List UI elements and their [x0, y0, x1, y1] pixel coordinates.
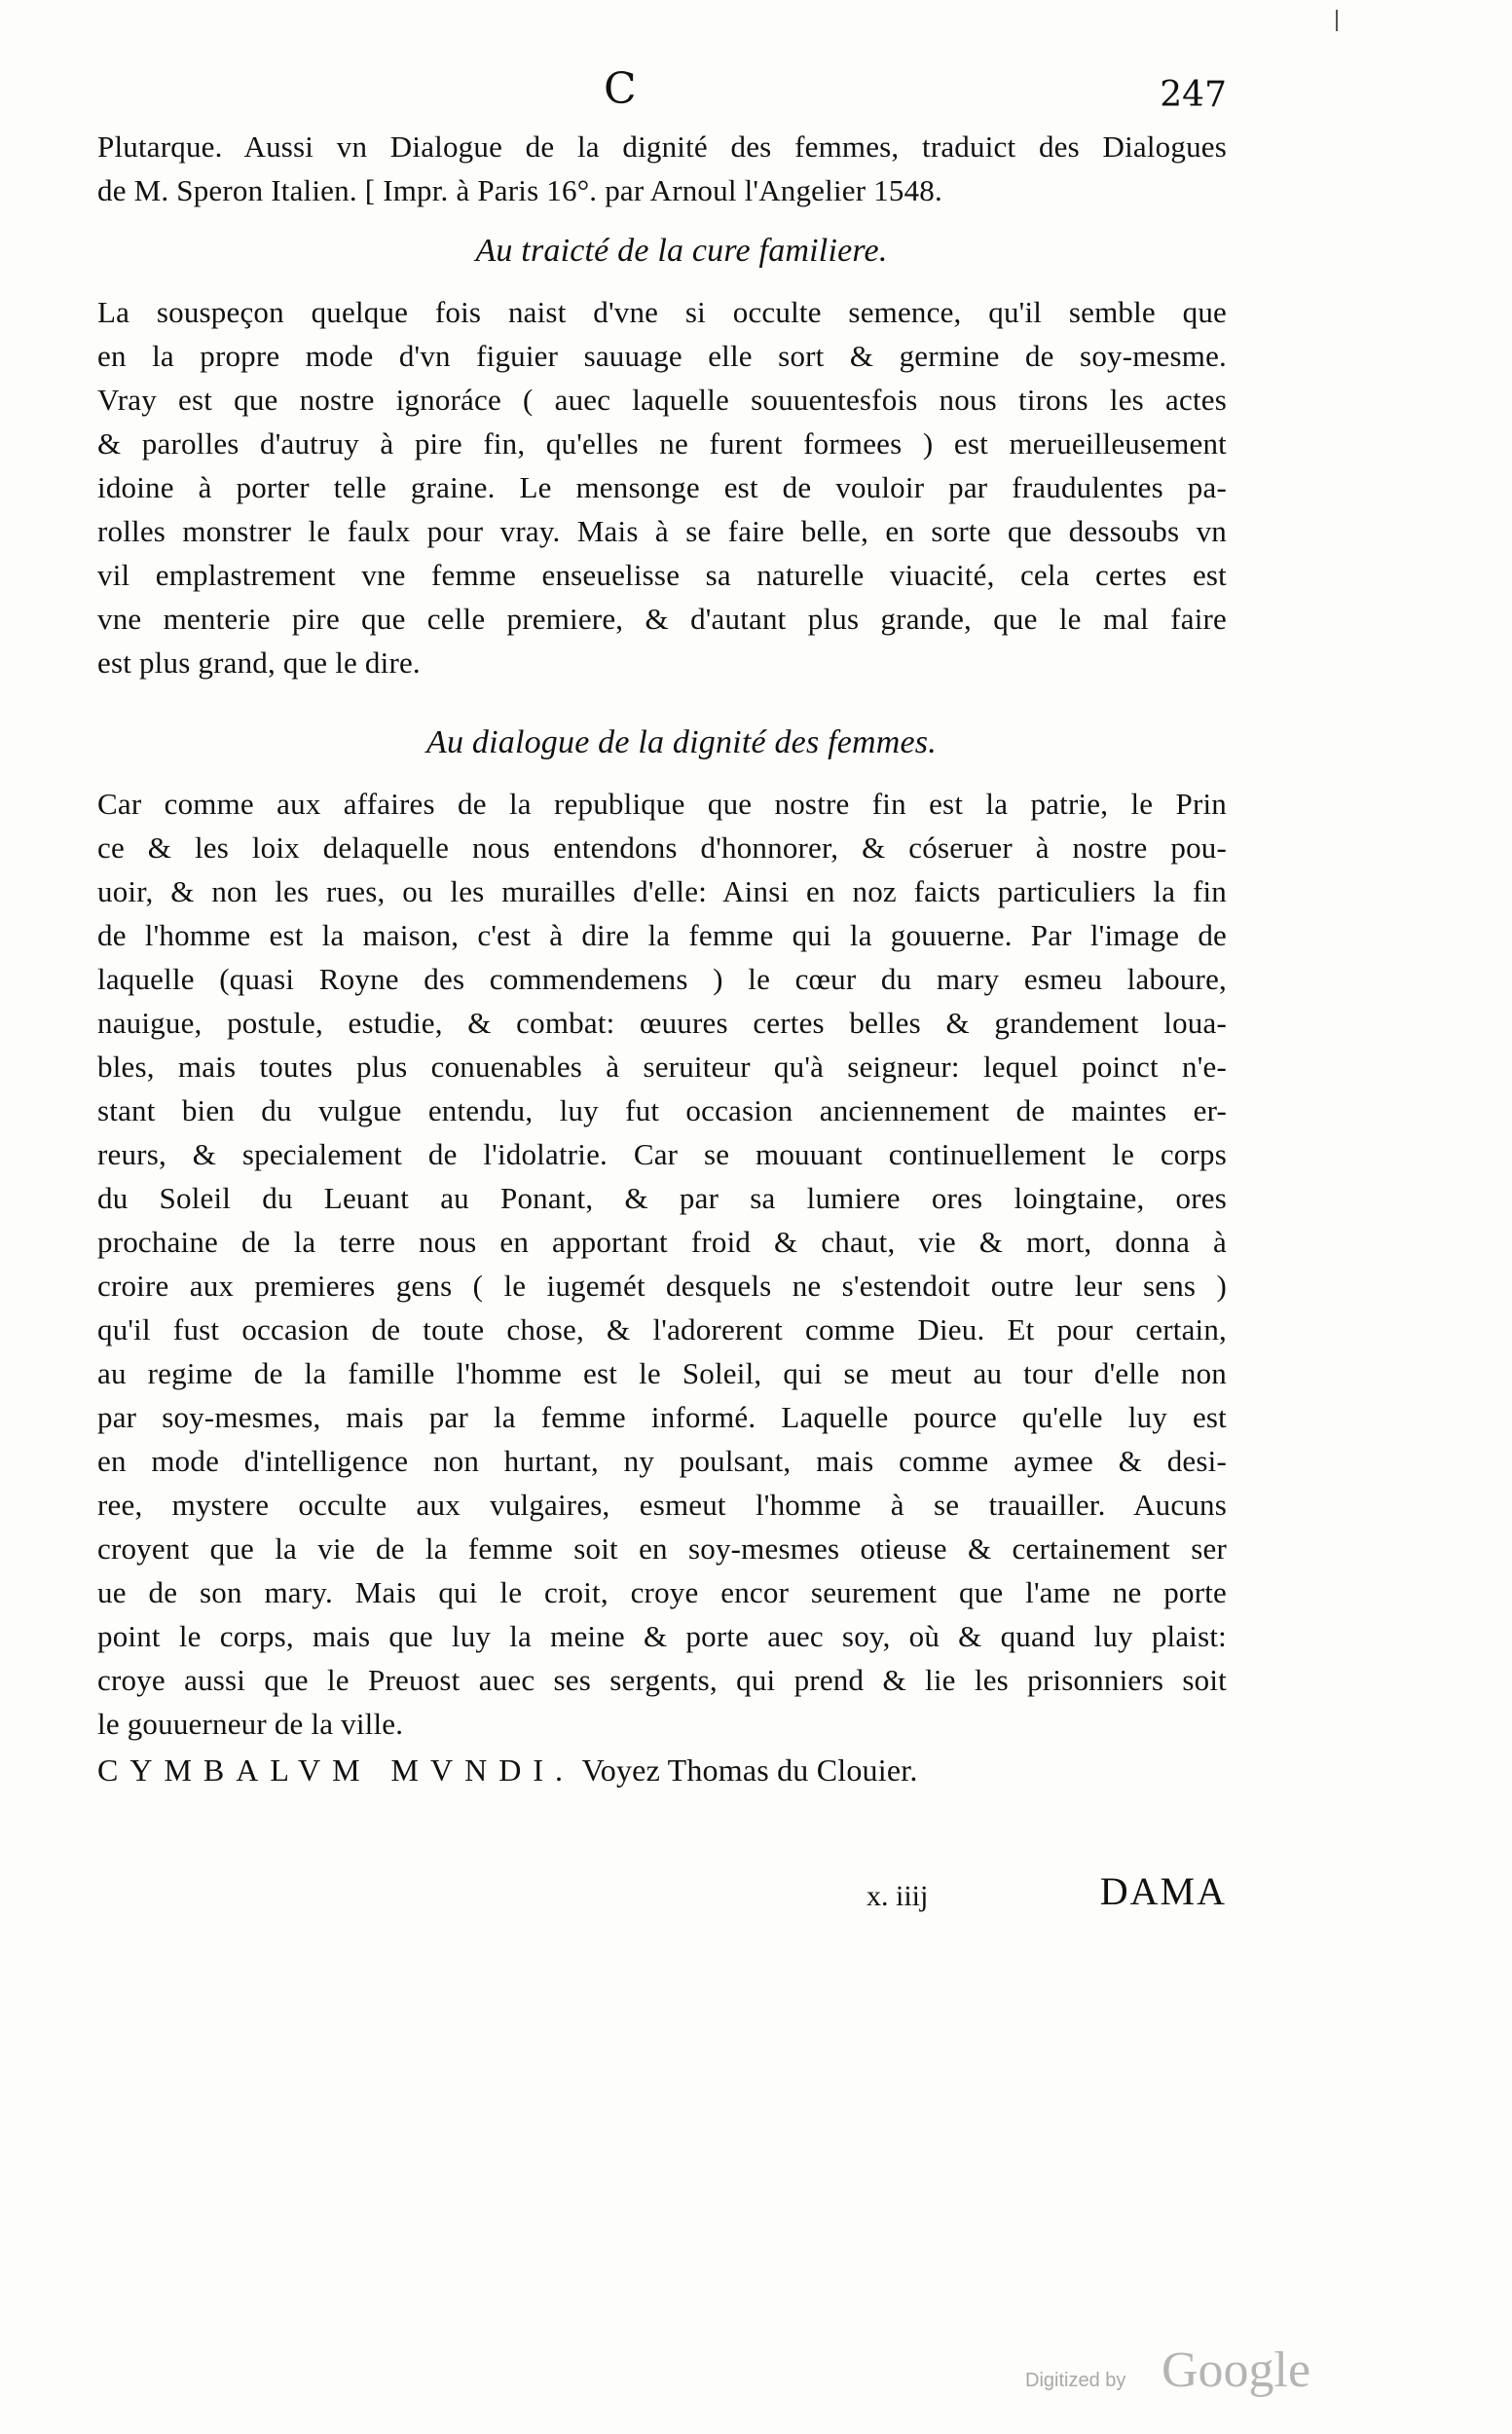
- text-line: Plutarque. Aussi vn Dialogue de la dignité des femmes, traduict des Dialogues: [97, 129, 1227, 164]
- text-line: prochaine de la terre nous en apportant froid & chaut, vie & mort, donna à: [97, 1225, 1227, 1259]
- text-line: idoine à porter telle graine. Le mensonge est de vouloir par fraudulentes pa-: [97, 470, 1227, 504]
- watermark-logo-text: Google: [1162, 2342, 1311, 2398]
- spacer: [97, 684, 1227, 704]
- page-footer: [97, 1864, 1227, 1918]
- text-line: en la propre mode d'vn figuier sauuage elle sort & germine de soy-mesme.: [97, 339, 1227, 373]
- text-line: le gouuerneur de la ville.: [97, 1707, 404, 1741]
- text-line: croire aux premieres gens ( le iugemét desquels ne s'estendoit outre leur sens ): [97, 1269, 1227, 1303]
- text-line: croyent que la vie de la femme soit en soy-mesmes otieuse & certainement ser: [97, 1531, 1227, 1566]
- text-line: par soy-mesmes, mais par la femme informé. Laquelle pource qu'elle luy est: [97, 1400, 1227, 1434]
- catchword: DAMA: [1099, 1869, 1227, 1913]
- text-line: Car comme aux affaires de la republique que nostre fin est la patrie, le Prin: [97, 787, 1227, 821]
- cymbalum-reference: Voyez Thomas du Clouier.: [581, 1752, 918, 1788]
- text-line: laquelle (quasi Royne des commendemens ) le cœur du mary esmeu laboure,: [97, 962, 1227, 996]
- text-line: vne menterie pire que celle premiere, & d'autant plus grande, que le mal faire: [97, 602, 1227, 636]
- signature-mark: x. iiij: [867, 1880, 929, 1912]
- text-line: de l'homme est la maison, c'est à dire la femme qui la gouuerne. Par l'image de: [97, 918, 1227, 952]
- text-line: uoir, & non les rues, ou les murailles d'elle: Ainsi en noz faicts particuliers la fin: [97, 874, 1227, 908]
- section-heading-dignite-femmes: Au dialogue de la dignité des femmes.: [426, 724, 937, 760]
- text-line: ue de son mary. Mais qui le croit, croye encor seurement que l'ame ne porte: [97, 1575, 1227, 1609]
- section-heading-cure-familiere: Au traicté de la cure familiere.: [475, 233, 888, 269]
- text-line: bles, mais toutes plus conuenables à seruiteur qu'à seigneur: lequel poinct n'e-: [97, 1050, 1227, 1084]
- text-line: de M. Speron Italien. [ Impr. à Paris 16°. par Arnoul l'Angelier 1548.: [97, 173, 942, 207]
- watermark-small-text: Digitized by: [1025, 2370, 1126, 2391]
- text-line: du Soleil du Leuant au Ponant, & par sa lumiere ores loingtaine, ores: [97, 1181, 1227, 1215]
- cymbalum-title: CYMBALVM MVNDI.: [97, 1752, 574, 1788]
- text-line: La souspeçon quelque fois naist d'vne si occulte semence, qu'il semble que: [97, 295, 1227, 329]
- page-header: [97, 60, 1227, 119]
- digitized-watermark: [1025, 2337, 1376, 2405]
- text-line: & parolles d'autruy à pire fin, qu'elles ne furent formees ) est merueilleusement: [97, 426, 1227, 461]
- text-line: stant bien du vulgue entendu, luy fut occasion anciennement de maintes er-: [97, 1093, 1227, 1127]
- text-line: qu'il fust occasion de toute chose, & l'adorerent comme Dieu. Et pour certain,: [97, 1312, 1227, 1346]
- cymbalum-entry: [97, 1746, 1227, 1794]
- text-line: rolles monstrer le faulx pour vray. Mais à se faire belle, en sorte que dessoubs vn: [97, 514, 1227, 548]
- text-line: croye aussi que le Preuost auec ses sergents, qui prend & lie les prisonniers soit: [97, 1663, 1227, 1697]
- text-line: point le corps, mais que luy la meine & porte auec soy, où & quand luy plaist:: [97, 1619, 1227, 1653]
- text-line: vil emplastrement vne femme enseuelisse sa naturelle viuacité, cela certes est: [97, 558, 1227, 592]
- scan-edge-mark: [1336, 10, 1338, 31]
- page-number: 247: [1160, 75, 1227, 115]
- signature-letter: C: [604, 64, 637, 114]
- text-line: nauigue, postule, estudie, & combat: œuures certes belles & grandement loua-: [97, 1006, 1227, 1040]
- main-text: [97, 125, 1227, 1794]
- text-line: ce & les loix delaquelle nous entendons d'honnorer, & cóseruer à nostre pou-: [97, 830, 1227, 865]
- text-line: ree, mystere occulte aux vulgaires, esmeut l'homme à se trauailler. Aucuns: [97, 1488, 1227, 1522]
- text-line: est plus grand, que le dire.: [97, 645, 421, 680]
- text-line: au regime de la famille l'homme est le Soleil, qui se meut au tour d'elle non: [97, 1356, 1227, 1390]
- text-line: en mode d'intelligence non hurtant, ny poulsant, mais comme aymee & desi-: [97, 1444, 1227, 1478]
- text-line: reurs, & specialement de l'idolatrie. Car se mouuant continuellement le corps: [97, 1137, 1227, 1171]
- text-line: Vray est que nostre ignoráce ( auec laquelle souuentesfois nous tirons les actes: [97, 383, 1227, 417]
